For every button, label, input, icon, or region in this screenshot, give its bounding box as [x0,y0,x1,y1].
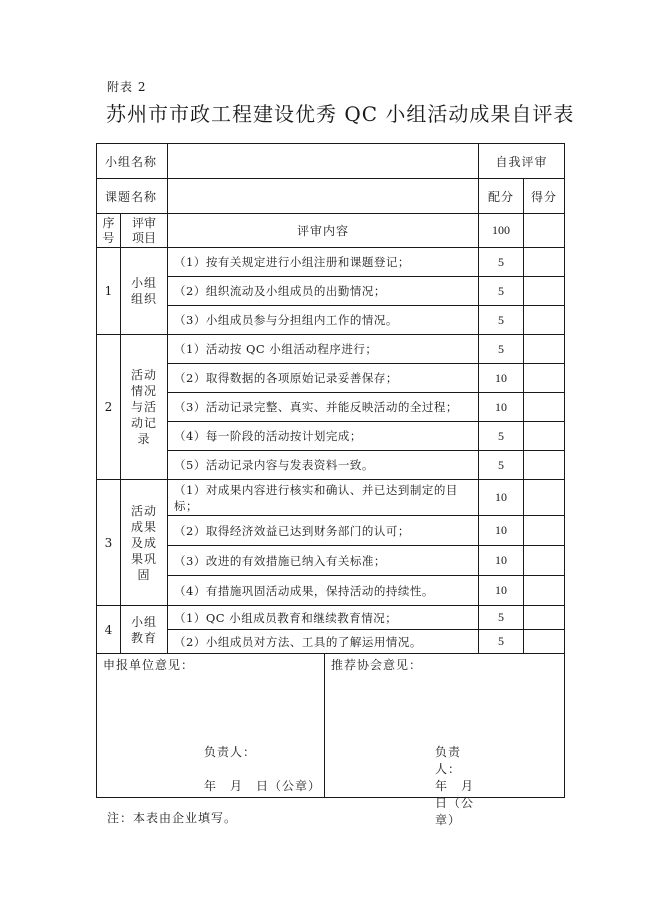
group-name-label: 小组名称 [97,144,168,179]
topic-name-row [97,179,565,214]
section-no: 2 [97,335,121,480]
table-row [97,480,565,516]
column-header-row [97,214,565,248]
criterion-score[interactable] [524,576,565,606]
section-no: 4 [97,606,121,654]
criterion-text: （5）活动记录内容与发表资料一致。 [168,451,479,480]
footer-note: 注：本表由企业填写。 [107,811,238,825]
points-header: 配分 [479,179,524,214]
criterion-score[interactable] [524,306,565,335]
criterion-score[interactable] [524,364,565,393]
criterion-points: 10 [479,393,524,422]
section-no: 3 [97,480,121,606]
recommender-responsible-label: 负责人： [435,745,462,776]
criterion-score[interactable] [524,393,565,422]
criterion-points: 10 [479,576,524,606]
criterion-text: （4）有措施巩固活动成果，保持活动的持续性。 [168,576,479,606]
criterion-points: 10 [479,480,524,516]
criterion-points: 5 [479,451,524,480]
score-header: 得分 [524,179,565,214]
criterion-text: （1）QC 小组成员教育和继续教育情况； [168,606,479,630]
criterion-points: 5 [479,630,524,654]
criterion-text: （2）组织流动及小组成员的出勤情况； [168,277,479,306]
criterion-text: （3）改进的有效措施已纳入有关标准； [168,546,479,576]
criterion-text: （2）取得数据的各项原始记录妥善保存； [168,364,479,393]
criterion-text: （1）活动按 QC 小组活动程序进行； [168,335,479,364]
applicant-opinion-box[interactable] [97,654,325,797]
applicant-opinion-title: 申报单位意见： [103,658,195,672]
criterion-score[interactable] [524,422,565,451]
table-row [97,248,565,277]
criterion-points: 5 [479,335,524,364]
criterion-points: 10 [479,546,524,576]
criterion-text: （3）小组成员参与分担组内工作的情况。 [168,306,479,335]
section-no: 1 [97,248,121,335]
criterion-text: （4）每一阶段的活动按计划完成； [168,422,479,451]
criterion-text: （2）小组成员对方法、工具的了解运用情况。 [168,630,479,654]
group-name-value[interactable] [168,144,479,179]
table-row [97,306,565,335]
table-row [97,576,565,606]
criterion-score[interactable] [524,451,565,480]
recommender-date-label: 年 月 日（公章） [435,779,488,827]
criterion-score[interactable] [524,606,565,630]
section-name: 小组教育 [131,614,158,645]
table-row [97,630,565,654]
attachment-label: 附表 2 [107,80,147,94]
criterion-points: 5 [479,422,524,451]
criterion-text: （1）对成果内容进行核实和确认、并已达到制定的目标； [168,480,479,516]
applicant-date-label: 年 月 日（公章） [204,779,322,793]
total-score[interactable] [524,214,565,248]
topic-name-label: 课题名称 [97,179,168,214]
col-no-header: 序号 [102,215,115,245]
criterion-score[interactable] [524,335,565,364]
criterion-score[interactable] [524,277,565,306]
criterion-points: 5 [479,306,524,335]
criterion-score[interactable] [524,248,565,277]
col-content-header: 评审内容 [168,214,479,248]
topic-name-value[interactable] [168,179,479,214]
section-name: 小组组织 [131,276,158,306]
recommender-opinion-title: 推荐协会意见： [331,658,423,672]
criterion-points: 10 [479,516,524,546]
table-row [97,364,565,393]
criterion-score[interactable] [524,480,565,516]
criterion-text: （2）取得经济效益已达到财务部门的认可； [168,516,479,546]
criterion-points: 5 [479,606,524,630]
section-name: 活动成果及成果巩固 [131,503,158,582]
opinions-row [97,654,565,798]
table-row [97,546,565,576]
recommender-opinion-box[interactable] [325,654,488,827]
table-row [97,393,565,422]
form-title: 苏州市市政工程建设优秀 QC 小组活动成果自评表 [106,102,575,126]
criterion-text: （3）活动记录完整、真实、并能反映活动的全过程； [168,393,479,422]
self-eval-header: 自我评审 [479,144,565,179]
table-row [97,606,565,630]
applicant-responsible-label: 负责人： [204,745,257,759]
table-row [97,335,565,364]
table-row [97,516,565,546]
criterion-score[interactable] [524,516,565,546]
table-row [97,277,565,306]
total-points: 100 [479,214,524,248]
table-row [97,451,565,480]
col-item-header: 评审项目 [131,215,156,245]
criterion-points: 5 [479,248,524,277]
criterion-text: （1）按有关规定进行小组注册和课题登记； [168,248,479,277]
criterion-score[interactable] [524,546,565,576]
opinion-right-filler [479,654,565,798]
criterion-score[interactable] [524,630,565,654]
table-row [97,422,565,451]
section-name: 活动情况与活动记录 [131,368,158,446]
criterion-points: 10 [479,364,524,393]
group-name-row [97,144,565,179]
criterion-points: 5 [479,277,524,306]
